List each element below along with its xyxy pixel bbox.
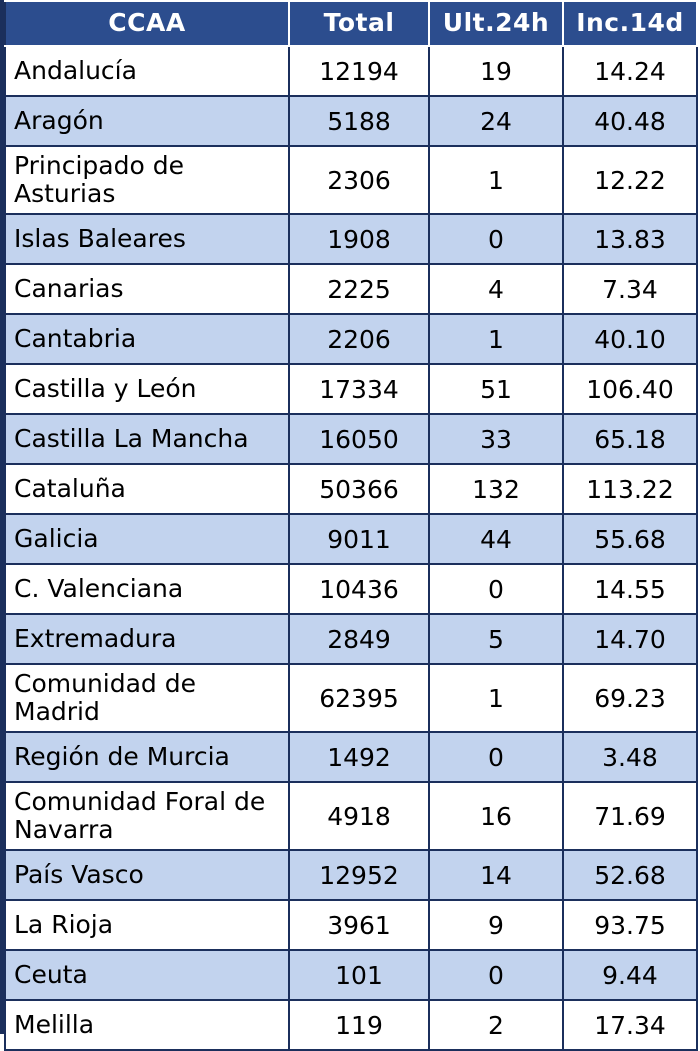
table-row	[5, 614, 697, 664]
cell-inc14d: 93.75	[563, 900, 697, 950]
cell-total: 4918	[289, 782, 429, 850]
cell-inc14d: 3.48	[563, 732, 697, 782]
table-row	[5, 564, 697, 614]
cell-ccaa: Ceuta	[5, 950, 289, 1000]
table-row	[5, 414, 697, 464]
cell-total: 119	[289, 1000, 429, 1050]
cell-inc14d: 12.22	[563, 146, 697, 214]
cell-ccaa: Andalucía	[5, 46, 289, 96]
cell-total: 9011	[289, 514, 429, 564]
cell-total: 12952	[289, 850, 429, 900]
cell-ccaa: C. Valenciana	[5, 564, 289, 614]
cell-inc14d: 14.24	[563, 46, 697, 96]
cell-ccaa: Aragón	[5, 96, 289, 146]
table-row	[5, 514, 697, 564]
table-row	[5, 464, 697, 514]
cell-total: 62395	[289, 664, 429, 732]
cell-ccaa: Castilla y León	[5, 364, 289, 414]
cell-total: 101	[289, 950, 429, 1000]
table-row	[5, 96, 697, 146]
cell-ult24h: 0	[429, 950, 563, 1000]
table-row	[5, 1000, 697, 1050]
table-row	[5, 214, 697, 264]
cell-ult24h: 132	[429, 464, 563, 514]
cell-ccaa: Melilla	[5, 1000, 289, 1050]
table-row	[5, 950, 697, 1000]
cell-ccaa: Cataluña	[5, 464, 289, 514]
cell-ult24h: 1	[429, 146, 563, 214]
cell-inc14d: 40.48	[563, 96, 697, 146]
cell-ccaa: La Rioja	[5, 900, 289, 950]
cell-total: 2225	[289, 264, 429, 314]
cell-total: 12194	[289, 46, 429, 96]
cell-ult24h: 0	[429, 732, 563, 782]
cell-inc14d: 52.68	[563, 850, 697, 900]
cell-ccaa: Extremadura	[5, 614, 289, 664]
table-row	[5, 364, 697, 414]
cell-inc14d: 14.70	[563, 614, 697, 664]
cell-ult24h: 51	[429, 364, 563, 414]
cell-total: 5188	[289, 96, 429, 146]
table-header-row	[5, 1, 697, 46]
cell-total: 2206	[289, 314, 429, 364]
cell-ult24h: 5	[429, 614, 563, 664]
cell-ult24h: 24	[429, 96, 563, 146]
cell-ult24h: 0	[429, 214, 563, 264]
column-header-ult24h: Ult.24h	[429, 1, 563, 46]
cell-ccaa: Cantabria	[5, 314, 289, 364]
cell-inc14d: 9.44	[563, 950, 697, 1000]
table-header	[5, 1, 697, 46]
table-row	[5, 850, 697, 900]
cell-ccaa: Región de Murcia	[5, 732, 289, 782]
cell-ccaa: Comunidad Foral de Navarra	[5, 782, 289, 850]
cell-ult24h: 19	[429, 46, 563, 96]
cell-inc14d: 106.40	[563, 364, 697, 414]
cell-ult24h: 4	[429, 264, 563, 314]
cell-inc14d: 65.18	[563, 414, 697, 464]
cell-ccaa: Galicia	[5, 514, 289, 564]
cell-ult24h: 9	[429, 900, 563, 950]
cell-inc14d: 7.34	[563, 264, 697, 314]
cell-ult24h: 14	[429, 850, 563, 900]
cell-inc14d: 113.22	[563, 464, 697, 514]
table-row	[5, 264, 697, 314]
cell-ult24h: 16	[429, 782, 563, 850]
cell-inc14d: 55.68	[563, 514, 697, 564]
cell-ult24h: 1	[429, 314, 563, 364]
cell-inc14d: 13.83	[563, 214, 697, 264]
cell-total: 10436	[289, 564, 429, 614]
column-header-total: Total	[289, 1, 429, 46]
cell-inc14d: 71.69	[563, 782, 697, 850]
cell-ult24h: 33	[429, 414, 563, 464]
cell-ult24h: 44	[429, 514, 563, 564]
cell-inc14d: 14.55	[563, 564, 697, 614]
cell-ult24h: 0	[429, 564, 563, 614]
cell-total: 50366	[289, 464, 429, 514]
cell-ccaa: Castilla La Mancha	[5, 414, 289, 464]
ccaa-statistics-table	[4, 0, 698, 1051]
cell-total: 1908	[289, 214, 429, 264]
column-header-ccaa: CCAA	[5, 1, 289, 46]
cell-ccaa: Principado de Asturias	[5, 146, 289, 214]
table-row	[5, 146, 697, 214]
cell-inc14d: 17.34	[563, 1000, 697, 1050]
cell-ult24h: 2	[429, 1000, 563, 1050]
cell-total: 17334	[289, 364, 429, 414]
table-row	[5, 46, 697, 96]
table-row	[5, 664, 697, 732]
table-row	[5, 732, 697, 782]
cell-total: 1492	[289, 732, 429, 782]
cell-ult24h: 1	[429, 664, 563, 732]
column-header-inc14d: Inc.14d	[563, 1, 697, 46]
cell-inc14d: 40.10	[563, 314, 697, 364]
table-row	[5, 314, 697, 364]
cell-inc14d: 69.23	[563, 664, 697, 732]
table-row	[5, 900, 697, 950]
cell-ccaa: Comunidad de Madrid	[5, 664, 289, 732]
cell-total: 3961	[289, 900, 429, 950]
cell-total: 2849	[289, 614, 429, 664]
cell-ccaa: Canarias	[5, 264, 289, 314]
table-body	[5, 46, 697, 1050]
table-row	[5, 782, 697, 850]
cell-ccaa: País Vasco	[5, 850, 289, 900]
cell-total: 2306	[289, 146, 429, 214]
cell-total: 16050	[289, 414, 429, 464]
cell-ccaa: Islas Baleares	[5, 214, 289, 264]
